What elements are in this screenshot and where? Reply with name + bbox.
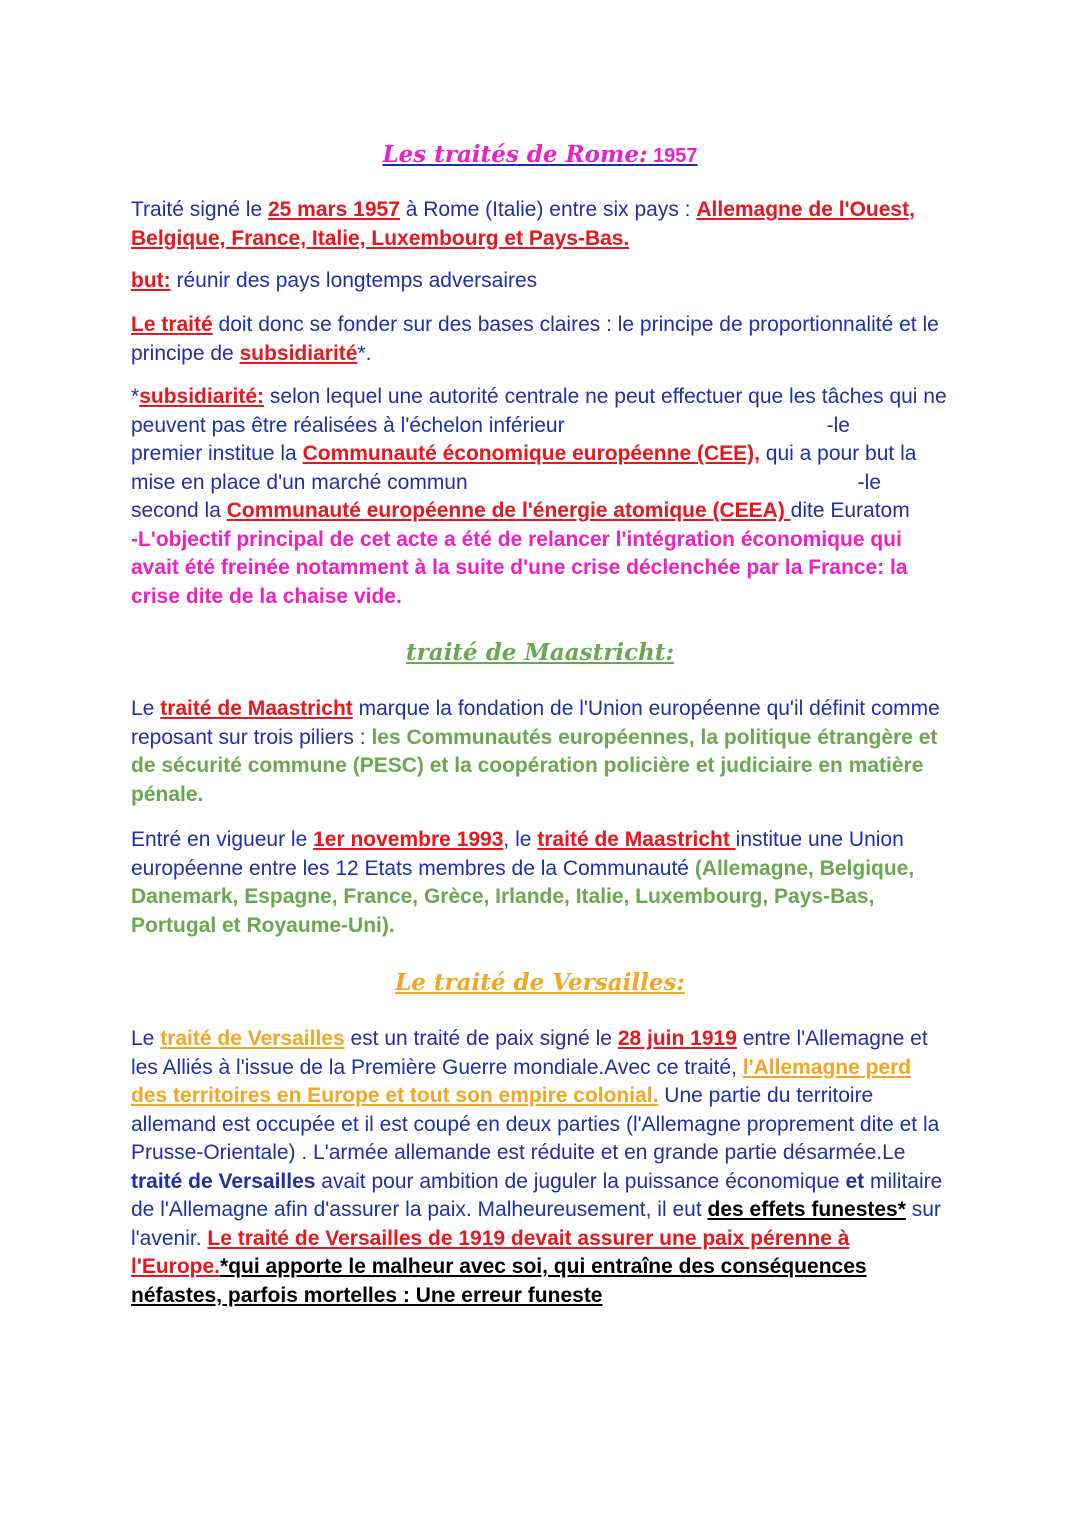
rome-title-year: 1957 (647, 145, 698, 167)
territory-loss: l'Allemagne perd des territoires en Europe et tout son empire colonial. (131, 1055, 912, 1107)
text: réunir des pays longtemps adversaires (170, 269, 538, 292)
text: , le (503, 828, 538, 851)
text: selon lequel une autorité centrale ne peut effectuer que les tâches qui ne peuvent pas être réalisées à l'échelon inférieur (131, 385, 947, 437)
text: qui a pour but la mise en place d'un marché commun (131, 442, 917, 494)
text: dite Euratom (790, 499, 910, 522)
text: -le (826, 413, 850, 437)
member-states: (Allemagne, Belgique, Danemark, Espagne, France, Grèce, Irlande, Italie, Luxembourg, Pays-Bas, Portugal et Royaume-Uni). (131, 856, 915, 937)
text: institue une Union européenne entre les 12 Etats membres de la Communauté (131, 828, 904, 880)
maastricht-name: traité de Maastricht (160, 697, 353, 720)
text: -le (857, 470, 882, 494)
treaty-label: Le traité (131, 313, 213, 336)
text: Une partie du territoire allemand est occupée et il est coupé en deux parties (l'Allemagne proprement dite et la Prusse-Orientale) . L'armée allemande est réduite et en grande partie désarmée.Le (131, 1084, 940, 1164)
text: Le (131, 1027, 161, 1050)
founding-countries: Allemagne de l'Ouest, Belgique, France, Italie, Luxembourg et Pays-Bas. (131, 198, 915, 250)
rome-paragraph-1 (131, 196, 951, 253)
cee-line (131, 440, 951, 497)
lasting-peace: Le traité de Versailles de 1919 devait assurer une paix pérenne à l'Europe. (131, 1226, 850, 1278)
date-1919: 28 juin 1919 (617, 1027, 737, 1050)
subsidiarity-label: subsidiarité: (139, 385, 265, 408)
and-word: et (845, 1169, 865, 1193)
versailles-name: traité de Versailles (160, 1027, 345, 1050)
rome-paragraph-3 (131, 311, 951, 368)
maastricht-paragraph-1 (131, 695, 951, 809)
funeste-definition: *qui apporte le malheur avec soi, qui entraîne des conséquences néfastes, parfois mortelles : Une erreur funeste (131, 1255, 867, 1307)
goal-label: but: (131, 269, 171, 292)
text: est un traité de paix signé le (344, 1027, 618, 1050)
maastricht-paragraph-2 (131, 826, 951, 940)
rome-title (0, 140, 1080, 171)
maastricht-title: traité de Maastricht: (406, 639, 674, 666)
date-1957: 25 mars 1957 (267, 198, 400, 221)
subsidiarity-term: subsidiarité (239, 341, 358, 365)
rome-paragraph-4 (131, 383, 951, 611)
text: Le (131, 697, 161, 720)
ceea-line (131, 497, 951, 526)
text: *. (357, 341, 372, 365)
text: à Rome (Italie) entre six pays : (399, 198, 697, 221)
versailles-paragraph (131, 1025, 951, 1310)
text: militaire de l'Allemagne afin d'assurer la paix. Malheureusement, il eut (131, 1169, 943, 1221)
text: avait pour ambition de juguler la puissance économique (315, 1169, 846, 1193)
text: sur l'avenir. (131, 1198, 941, 1250)
date-1993: 1er novembre 1993 (313, 828, 504, 851)
text: Traité signé le (131, 198, 268, 221)
text: * (131, 385, 140, 408)
text: Entré en vigueur le (131, 828, 314, 851)
three-pillars: les Communautés européennes, la politique étrangère et de sécurité commune (PESC) et la coopération policière et judiciaire en matière pénale. (131, 725, 938, 806)
text: premier institue la (131, 442, 303, 465)
funestes-term: des effets funestes* (707, 1198, 906, 1221)
versailles-name-2: traité de Versailles (131, 1169, 316, 1193)
text: entre l'Allemagne et les Alliés à l'issue de la Première Guerre mondiale.Avec ce traité, (131, 1027, 928, 1079)
cee-name: Communauté économique européenne (CEE), (302, 442, 760, 465)
rome-title-text: Les traités de Rome: (382, 141, 648, 168)
rome-objective: -L'objectif principal de cet acte a été de relancer l'intégration économique qui avait été freinée notamment à la suite d'une crise déclenchée par la France: la crise dite de la chaise vide. (131, 527, 908, 608)
subsidiarity-definition (131, 383, 951, 440)
rome-paragraph-goal (131, 267, 951, 296)
text: marque la fondation de l'Union européenne qu'il définit comme reposant sur trois piliers : (131, 697, 940, 749)
versailles-title: Le traité de Versailles: (395, 969, 685, 996)
text: doit donc se fonder sur des bases claires : le principe de proportionnalité et le principe de (131, 313, 939, 365)
ceea-name: Communauté européenne de l'énergie atomique (CEEA) (226, 499, 791, 522)
maastricht-name-2: traité de Maastricht (537, 828, 736, 851)
text: second la (131, 499, 227, 522)
